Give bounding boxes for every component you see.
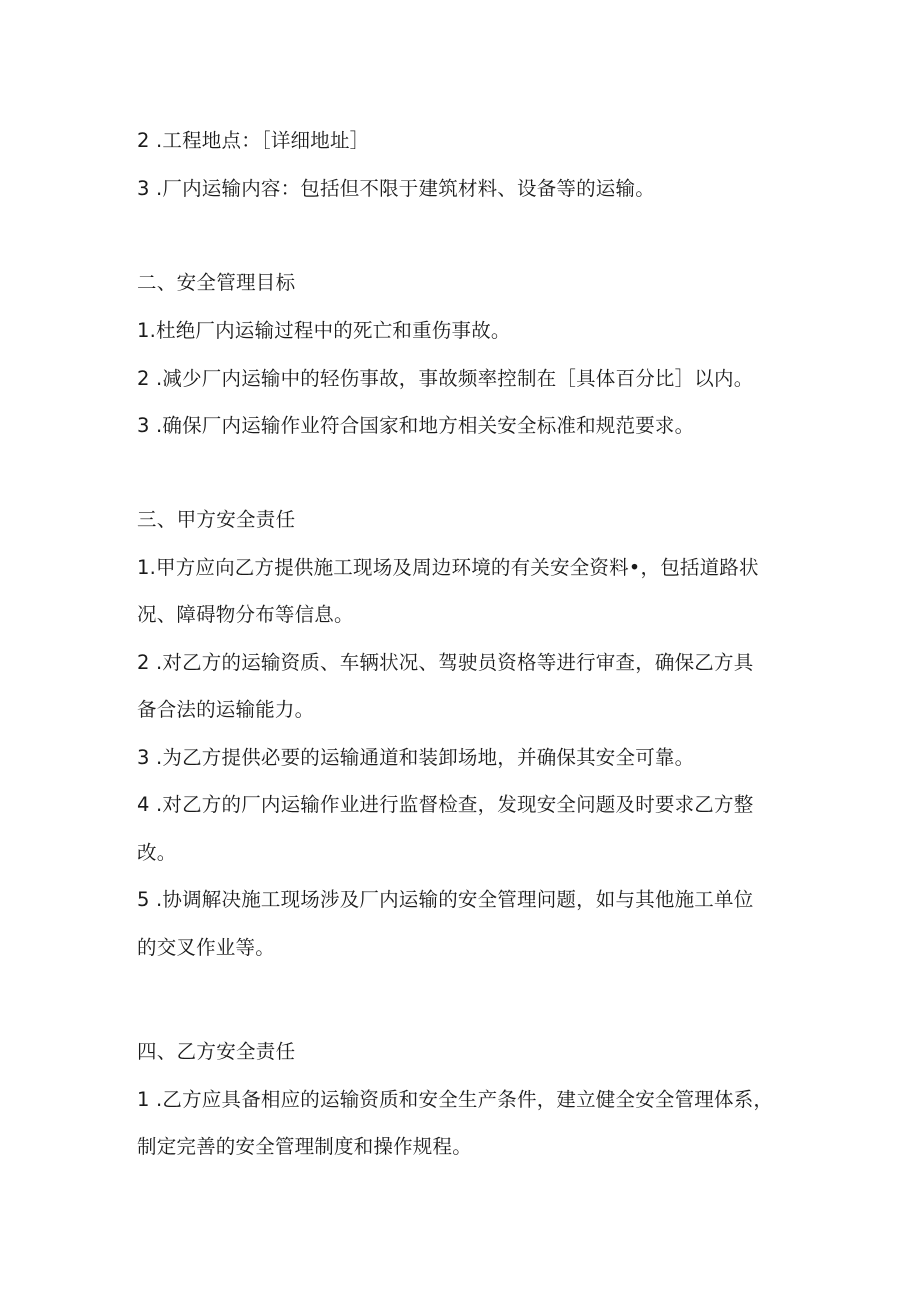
paragraph-line: 备合法的运输能力。 (137, 698, 315, 721)
paragraph-line: 1.杜绝厂内运输过程中的死亡和重伤事故。 (137, 319, 511, 342)
paragraph-line: 2 .对乙方的运输资质、车辆状况、驾驶员资格等进行审查，确保乙方具 (137, 651, 754, 674)
section-heading: 三、甲方安全责任 (137, 508, 296, 531)
paragraph-line: 5 .协调解决施工现场涉及厂内运输的安全管理问题，如与其他施工单位 (137, 888, 754, 911)
paragraph-line: 2 .减少厂内运输中的轻伤事故，事故频率控制在［具体百分比］以内。 (137, 367, 754, 390)
paragraph-line: 4 .对乙方的厂内运输作业进行监督检查，发现安全问题及时要求乙方整 (137, 793, 754, 816)
paragraph-line: 况、障碍物分布等信息。 (137, 603, 354, 626)
paragraph-line: 3 .为乙方提供必要的运输通道和装卸场地，并确保其安全可靠。 (137, 746, 695, 769)
paragraph-line: 3 .厂内运输内容：包括但不限于建筑材料、设备等的运输。 (137, 177, 655, 200)
paragraph-line: 的交叉作业等。 (137, 936, 275, 959)
paragraph-line: 2 .工程地点：［详细地址］ (137, 129, 370, 152)
paragraph-line: 3 .确保厂内运输作业符合国家和地方相关安全标准和规范要求。 (137, 414, 695, 437)
paragraph-line: 改。 (137, 841, 177, 864)
paragraph-line: 1 .乙方应具备相应的运输资质和安全生产条件，建立健全安全管理体系， (137, 1088, 774, 1111)
section-heading: 二、安全管理目标 (137, 271, 296, 294)
section-heading: 四、乙方安全责任 (137, 1040, 296, 1063)
paragraph-line: 制定完善的安全管理制度和操作规程。 (137, 1135, 472, 1158)
paragraph-line: 1.甲方应向乙方提供施工现场及周边环境的有关安全资料•，包括道路状 (137, 556, 759, 579)
